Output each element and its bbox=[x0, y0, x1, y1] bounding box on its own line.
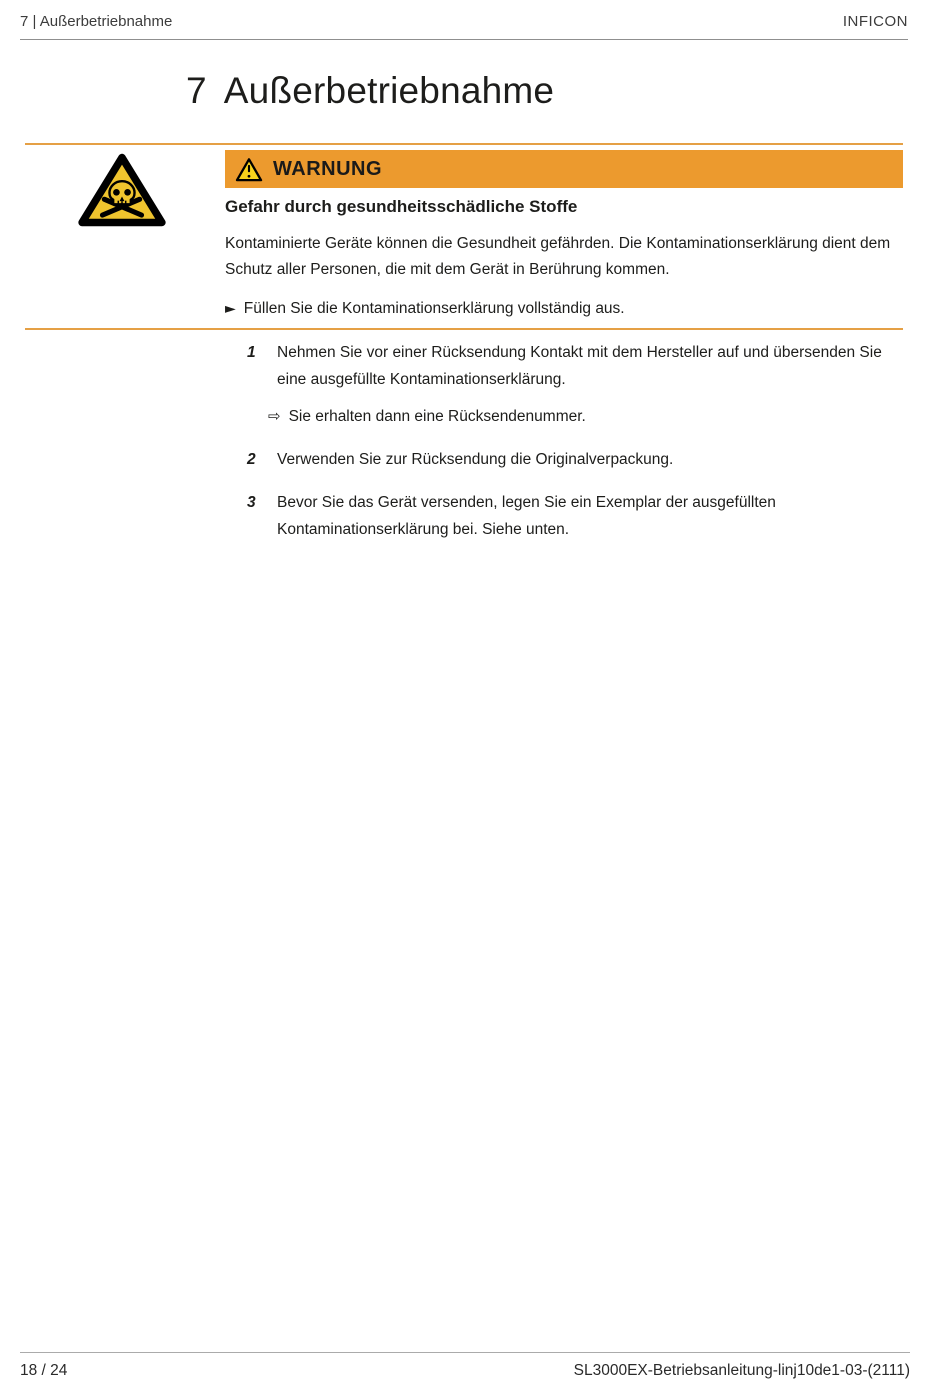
warning-triangle-icon bbox=[235, 157, 263, 182]
page-footer bbox=[20, 1352, 910, 1380]
warning-action-text: Füllen Sie die Kontaminationserklärung vollständig aus. bbox=[243, 300, 625, 317]
step-text: Bevor Sie das Gerät versenden, legen Sie ein Exemplar der ausgefüllten Kontaminationserklärung bei. Siehe unten. bbox=[277, 494, 776, 538]
result-arrow-icon: ⇨ bbox=[268, 407, 281, 425]
step-result-line bbox=[268, 403, 905, 430]
step-number: 1 bbox=[247, 344, 256, 361]
warning-action-line bbox=[225, 296, 903, 322]
warning-top-rule bbox=[25, 143, 903, 145]
step-item-1 bbox=[225, 339, 905, 430]
header-brand-logo: INFICON bbox=[842, 13, 908, 30]
steps-list bbox=[225, 339, 905, 559]
step-body bbox=[277, 446, 905, 473]
warning-label: WARNUNG bbox=[273, 157, 383, 180]
step-text: Verwenden Sie zur Rücksendung die Originalverpackung. bbox=[277, 451, 674, 468]
header-chapter-label: 7 | Außerbetriebnahme bbox=[20, 13, 173, 30]
warning-body bbox=[225, 197, 903, 322]
step-body bbox=[268, 339, 905, 430]
step-result-text: Sie erhalten dann eine Rücksendenummer. bbox=[288, 408, 586, 425]
footer-page-number: 18 / 24 bbox=[20, 1362, 68, 1379]
action-arrow-icon: ► bbox=[225, 301, 236, 317]
step-number: 3 bbox=[247, 494, 256, 511]
warning-bottom-rule bbox=[25, 328, 903, 330]
step-text: Nehmen Sie vor einer Rücksendung Kontakt mit dem Hersteller auf und übersenden Sie eine ausgefüllte Kontaminationserklärung. bbox=[277, 344, 882, 388]
chapter-title-text: Außerbetriebnahme bbox=[223, 70, 555, 111]
warning-text: Kontaminierte Geräte können die Gesundheit gefährden. Die Kontaminationserklärung dient dem Schutz aller Personen, die mit dem Gerät in Berührung kommen. bbox=[225, 235, 891, 278]
step-item-3 bbox=[225, 489, 905, 543]
skull-crossbones-hazard-icon bbox=[75, 151, 169, 229]
warning-banner bbox=[225, 150, 903, 188]
chapter-number: 7 bbox=[186, 70, 207, 111]
footer-document-id: SL3000EX-Betriebsanleitung-linj10de1-03-(2111) bbox=[573, 1362, 910, 1379]
step-number: 2 bbox=[247, 451, 256, 468]
step-body bbox=[277, 489, 905, 543]
warning-heading: Gefahr durch gesundheitsschädliche Stoffe bbox=[225, 197, 578, 216]
page-header bbox=[20, 13, 908, 40]
warning-section bbox=[25, 143, 903, 330]
chapter-title bbox=[186, 70, 554, 112]
step-item-2 bbox=[225, 446, 905, 473]
